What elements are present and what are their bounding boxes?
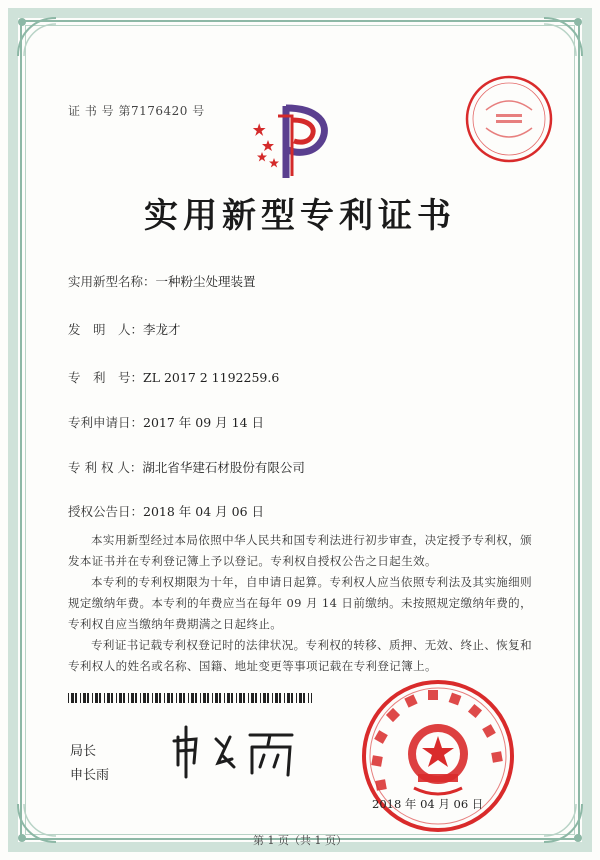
barcode (68, 693, 312, 703)
barcode-bar (224, 693, 225, 703)
barcode-bar (140, 693, 141, 703)
barcode-bar (308, 693, 309, 703)
director-signature (160, 715, 310, 785)
agency-seal-icon (462, 72, 556, 166)
field-application-date (68, 413, 264, 431)
barcode-bar (279, 693, 281, 703)
barcode-bar (152, 693, 153, 703)
barcode-bar (239, 693, 242, 703)
barcode-bar (291, 693, 293, 703)
barcode-bar (111, 693, 113, 703)
field-inventor (68, 320, 181, 338)
barcode-bar (131, 693, 134, 703)
barcode-bar (215, 693, 218, 703)
barcode-bar (75, 693, 77, 703)
barcode-bar (128, 693, 129, 703)
barcode-bar (260, 693, 261, 703)
barcode-bar (143, 693, 146, 703)
corner-ornament-icon (14, 14, 60, 60)
field-value: 一种粉尘处理装置 (155, 274, 256, 289)
barcode-bar (311, 693, 312, 703)
barcode-bar (155, 693, 158, 703)
field-patentee (68, 458, 305, 476)
barcode-bar (104, 693, 105, 703)
barcode-bar (164, 693, 165, 703)
barcode-bar (195, 693, 197, 703)
barcode-bar (135, 693, 137, 703)
barcode-bar (183, 693, 185, 703)
barcode-bar (147, 693, 149, 703)
field-value: 李龙才 (143, 322, 181, 337)
barcode-bar (116, 693, 117, 703)
barcode-bar (296, 693, 297, 703)
barcode-bar (251, 693, 254, 703)
paragraph: 专利证书记载专利权登记时的法律状况。专利权的转移、质押、无效、终止、恢复和专利权人的姓名或名称、国籍、地址变更等事项记载在专利登记簿上。 (68, 638, 532, 673)
barcode-bar (83, 693, 86, 703)
page-title: 实用新型专利证书 (144, 196, 456, 236)
paragraph: 本专利的专利权期限为十年，自申请日起算。专利权人应当依照专利法及其实施细则规定缴纳年费。本专利的年费应当在每年 09 月 14 日前缴纳。未按照规定缴纳年费的，专利权自应当缴纳年费期满之日起终止。 (68, 575, 532, 631)
barcode-bar (159, 693, 161, 703)
barcode-bar (191, 693, 194, 703)
field-patent-number (68, 368, 279, 386)
barcode-bar (219, 693, 221, 703)
page-number: 第 1 页（共 1 页） (253, 834, 347, 847)
seal-date: 2018 年 04 月 06 日 (372, 797, 484, 811)
barcode-bar (267, 693, 269, 703)
field-label: 实用新型名称： (68, 274, 156, 289)
field-label: 发 明 人： (68, 322, 144, 337)
barcode-bar (95, 693, 98, 703)
barcode-bar (299, 693, 302, 703)
certificate-number: 证 书 号 第7176420 号 (68, 104, 205, 118)
barcode-bar (188, 693, 189, 703)
field-value: ZL 2017 2 1192259.6 (143, 370, 280, 385)
corner-ornament-icon (540, 14, 586, 60)
field-grant-date (68, 502, 264, 520)
barcode-bar (167, 693, 170, 703)
barcode-bar (272, 693, 273, 703)
field-value: 2017 年 09 月 14 日 (143, 415, 265, 430)
barcode-bar (255, 693, 257, 703)
barcode-bar (303, 693, 305, 703)
barcode-bar (200, 693, 201, 703)
barcode-bar (71, 693, 74, 703)
field-value: 湖北省华建石材股份有限公司 (142, 460, 305, 475)
barcode-bar (176, 693, 177, 703)
barcode-bar (123, 693, 125, 703)
barcode-bar (203, 693, 206, 703)
barcode-bar (107, 693, 110, 703)
field-label: 专 利 号： (68, 370, 144, 385)
field-utility-model-name (68, 272, 256, 290)
barcode-bar (284, 693, 285, 703)
barcode-bar (87, 693, 89, 703)
barcode-bar (231, 693, 233, 703)
barcode-bar (263, 693, 266, 703)
barcode-bar (227, 693, 230, 703)
field-value: 2018 年 04 月 06 日 (143, 504, 265, 519)
barcode-bar (212, 693, 213, 703)
director-name: 申长雨 (70, 768, 110, 783)
field-label: 专利申请日： (68, 415, 144, 430)
barcode-bar (236, 693, 237, 703)
field-label: 专 利 权 人： (68, 460, 143, 475)
barcode-bar (99, 693, 101, 703)
paragraph: 本实用新型经过本局依照中华人民共和国专利法进行初步审查，决定授予专利权，颁发本证书并在专利登记簿上予以登记。专利权自授权公告之日起生效。 (68, 533, 532, 568)
patent-office-emblem-icon (248, 96, 338, 181)
barcode-bar (207, 693, 209, 703)
barcode-bar (243, 693, 245, 703)
barcode-bar (287, 693, 290, 703)
barcode-bar (171, 693, 173, 703)
national-ip-office-seal-icon (358, 676, 518, 836)
barcode-bar (179, 693, 182, 703)
barcode-bar (248, 693, 249, 703)
certificate-body (68, 530, 532, 677)
barcode-bar (275, 693, 278, 703)
barcode-bar (92, 693, 93, 703)
field-label: 授权公告日： (68, 504, 144, 519)
director-title: 局长 (70, 744, 97, 759)
barcode-bar (68, 693, 69, 703)
barcode-bar (119, 693, 122, 703)
barcode-bar (80, 693, 81, 703)
